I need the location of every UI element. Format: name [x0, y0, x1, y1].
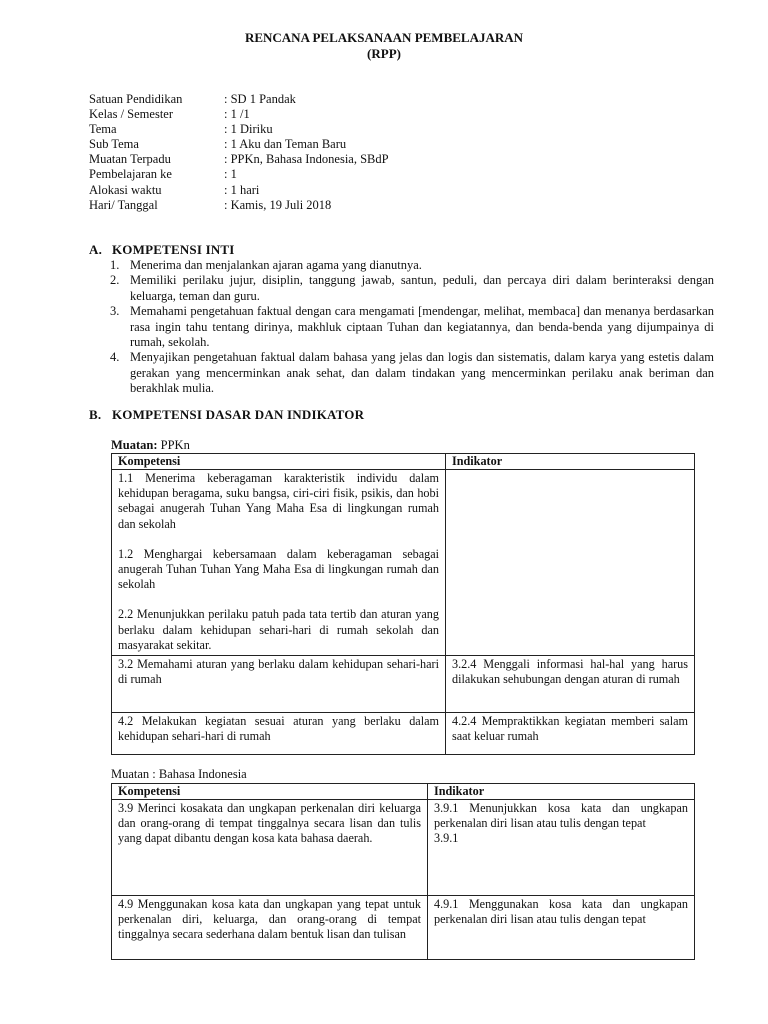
- list-item: [110, 304, 714, 350]
- indikator-cell: [446, 470, 695, 656]
- table-header-row: [112, 454, 695, 470]
- identity-label: Pembelajaran ke: [89, 167, 172, 181]
- identity-value: : 1: [224, 167, 237, 181]
- kompetensi-cell: 4.9 Menggunakan kosa kata dan ungkapan yang tepat untuk perkenalan diri, keluarga, dan orang-orang di tempat tinggalnya secara sederhana dalam bentuk lisan dan tulisan: [112, 896, 428, 960]
- kompetensi-text: 2.2 Menunjukkan perilaku patuh pada tata tertib dan aturan yang berlaku dalam kehidupan sehari-hari di rumah sekolah dan masyarakat sekitar.: [118, 607, 439, 652]
- kompetensi-inti-list: [110, 258, 714, 397]
- identity-value: : 1 /1: [224, 107, 250, 121]
- section-title: KOMPETENSI INTI: [112, 242, 235, 257]
- document-title: RENCANA PELAKSANAAN PEMBELAJARAN: [244, 30, 524, 45]
- identity-value: : PPKn, Bahasa Indonesia, SBdP: [224, 152, 389, 166]
- muatan-bahasa-label: Muatan : Bahasa Indonesia: [111, 767, 247, 781]
- ppkn-table: [111, 453, 695, 755]
- kompetensi-cell: [112, 470, 446, 656]
- list-item: [110, 258, 714, 273]
- table-row: [112, 896, 695, 960]
- section-heading-kompetensi-dasar: [89, 407, 364, 423]
- identity-value: : 1 Aku dan Teman Baru: [224, 137, 347, 151]
- section-letter: A.: [89, 242, 103, 257]
- list-text: Memahami pengetahuan faktual dengan cara mengamati [mendengar, melihat, membaca] dan menanya berdasarkan rasa ingin tahu tentang dirinya, makhluk ciptaan Tuhan dan kegiatannya, dan benda-benda yang dijumpainya di rumah, sekolah.: [130, 304, 714, 350]
- identity-value: : SD 1 Pandak: [224, 92, 296, 106]
- table-row: [112, 800, 695, 896]
- list-text: Menerima dan menjalankan ajaran agama yang dianutnya.: [130, 258, 422, 272]
- list-item: [110, 273, 714, 304]
- indikator-cell: 4.9.1 Menggunakan kosa kata dan ungkapan perkenalan diri lisan atau tulis dengan tepat: [428, 896, 695, 960]
- header-kompetensi: Kompetensi: [112, 454, 446, 470]
- identity-label: Alokasi waktu: [89, 183, 162, 197]
- muatan-value: PPKn: [160, 438, 190, 452]
- list-number: 4.: [110, 350, 120, 365]
- indikator-text: 3.9.1: [434, 831, 459, 846]
- identity-label: Sub Tema: [89, 137, 139, 151]
- section-title: KOMPETENSI DASAR DAN INDIKATOR: [112, 407, 365, 422]
- kompetensi-cell: 3.9 Merinci kosakata dan ungkapan perkenalan diri keluarga dan orang-orang di tempat tinggalnya secara lisan dan tulis yang dapat dibantu dengan kosa kata bahasa daerah.: [112, 800, 428, 896]
- kompetensi-cell: 3.2 Memahami aturan yang berlaku dalam kehidupan sehari-hari di rumah: [112, 656, 446, 713]
- muatan-ppkn-label: [111, 438, 190, 453]
- bahasa-table: [111, 783, 695, 960]
- list-text: Menyajikan pengetahuan faktual dalam bahasa yang jelas dan logis dan sistematis, dalam karya yang estetis dalam gerakan yang mencerminkan anak sehat, dan dalam tindakan yang mencerminkan perilaku anak beriman dan berakhlak mulia.: [130, 350, 714, 396]
- indikator-cell: 4.2.4 Mempraktikkan kegiatan memberi salam saat keluar rumah: [446, 713, 695, 755]
- list-item: [110, 350, 714, 396]
- list-number: 2.: [110, 273, 120, 288]
- document-subtitle: (RPP): [367, 46, 401, 61]
- header-kompetensi: Kompetensi: [112, 784, 428, 800]
- indikator-text: 3.9.1 Menunjukkan kosa kata dan ungkapan perkenalan diri lisan atau tulis dengan tepat: [434, 801, 688, 831]
- list-text: Memiliki perilaku jujur, disiplin, tanggung jawab, santun, peduli, dan percaya diri dalam berinteraksi dengan keluarga, teman dan guru.: [130, 273, 714, 303]
- identity-label: Tema: [89, 122, 117, 136]
- list-number: 1.: [110, 258, 120, 272]
- muatan-label: Muatan:: [111, 438, 158, 452]
- identity-label: Satuan Pendidikan: [89, 92, 183, 106]
- identity-value: : 1 hari: [224, 183, 260, 197]
- section-letter: B.: [89, 407, 102, 422]
- indikator-cell: 3.2.4 Menggali informasi hal-hal yang harus dilakukan sehubungan dengan aturan di rumah: [446, 656, 695, 713]
- table-row: [112, 470, 695, 656]
- table-row: [112, 713, 695, 755]
- identity-value: : Kamis, 19 Juli 2018: [224, 198, 332, 212]
- identity-label: Muatan Terpadu: [89, 152, 171, 166]
- kompetensi-text: 1.2 Menghargai kebersamaan dalam keberagaman sebagai anugerah Tuhan Tuhan Yang Maha Esa di lingkungan rumah dan sekolah: [118, 546, 439, 592]
- kompetensi-cell: 4.2 Melakukan kegiatan sesuai aturan yang berlaku dalam kehidupan sehari-hari di rumah: [112, 713, 446, 755]
- identity-value: : 1 Diriku: [224, 122, 273, 136]
- kompetensi-text: 1.1 Menerima keberagaman karakteristik individu dalam kehidupan beragama, suku bangsa, ciri-ciri fisik, psikis, dan hobi sebagai anugerah Tuhan Yang Maha Esa di lingkungan rumah dan sekolah: [118, 471, 439, 531]
- identity-label: Kelas / Semester: [89, 107, 174, 121]
- header-indikator: Indikator: [428, 784, 695, 800]
- indikator-cell: [428, 800, 695, 896]
- header-indikator: Indikator: [446, 454, 695, 470]
- identity-label: Hari/ Tanggal: [89, 198, 158, 212]
- list-number: 3.: [110, 304, 120, 319]
- section-heading-kompetensi-inti: [89, 242, 235, 258]
- table-header-row: [112, 784, 695, 800]
- table-row: [112, 656, 695, 713]
